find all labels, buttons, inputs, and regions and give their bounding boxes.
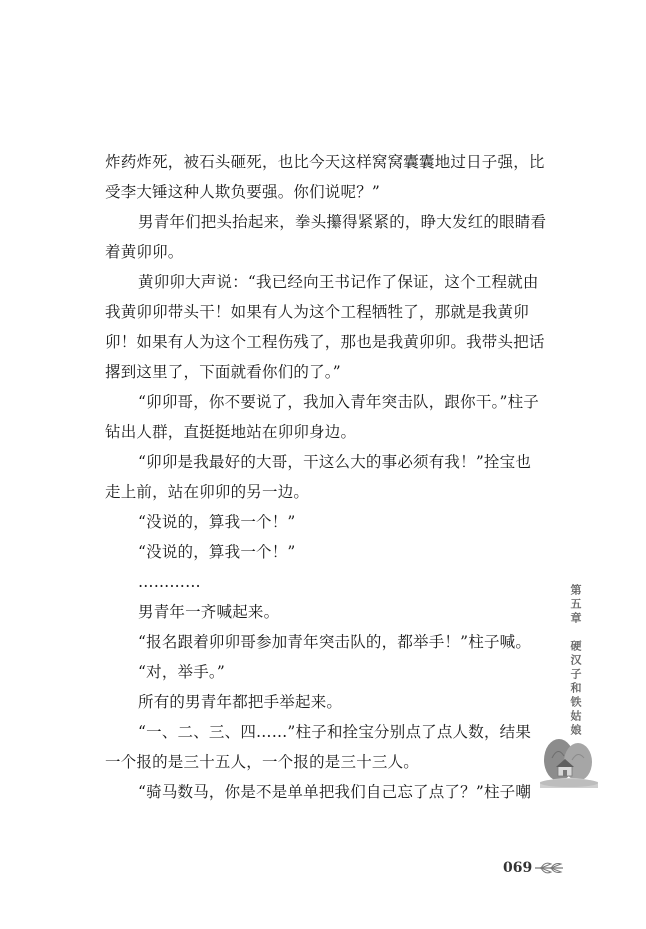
text-line: 黄卯卯大声说：“我已经向王书记作了保证，这个工程就由 bbox=[138, 273, 539, 291]
text-line: ………… bbox=[138, 573, 201, 591]
text-line: “卯卯是我最好的大哥，干这么大的事必须有我！”拴宝也 bbox=[138, 453, 532, 471]
text-line: 我黄卯卯带头干！如果有人为这个工程牺牲了，那就是我黄卯 bbox=[105, 303, 529, 321]
text-line: 受李大锤这种人欺负要强。你们说呢？” bbox=[105, 183, 381, 201]
page-number: 069 bbox=[503, 860, 533, 876]
text-line: “没说的，算我一个！” bbox=[138, 543, 296, 561]
text-line: “报名跟着卯卯哥参加青年突击队的，都举手！”柱子喊。 bbox=[138, 633, 532, 651]
text-line: “一、二、三、四……”柱子和拴宝分别点了点人数，结果 bbox=[138, 723, 532, 741]
text-line: 卯！如果有人为这个工程伤残了，那也是我黄卯卯。我带头把话 bbox=[105, 333, 545, 351]
tree-house-illustration-icon bbox=[538, 736, 600, 794]
text-line: 钻出人群，直挺挺地站在卯卯身边。 bbox=[105, 423, 357, 441]
text-line: 男青年们把头抬起来，拳头攥得紧紧的，睁大发红的眼睛看 bbox=[138, 213, 547, 231]
text-line: “没说的，算我一个！” bbox=[138, 513, 296, 531]
text-line: 所有的男青年都把手举起来。 bbox=[138, 693, 343, 711]
chapter-side-tab bbox=[560, 584, 590, 738]
text-line: “卯卯哥，你不要说了，我加入青年突击队，跟你干。”柱子 bbox=[138, 393, 539, 411]
text-line: 一个报的是三十五人，一个报的是三十三人。 bbox=[105, 753, 420, 771]
text-line: “对，举手。” bbox=[138, 663, 225, 681]
text-line: 男青年一齐喊起来。 bbox=[138, 603, 280, 621]
text-line: 撂到这里了，下面就看你们的了。” bbox=[105, 363, 341, 381]
leaf-arrow-ornament-icon bbox=[533, 860, 567, 876]
text-line: 炸药炸死，被石头砸死，也比今天这样窝窝囊囊地过日子强，比 bbox=[105, 153, 545, 171]
side-chapter-label: 第五章 bbox=[569, 584, 582, 626]
text-line: “骑马数马，你是不是单单把我们自己忘了点了？”柱子嘲 bbox=[138, 783, 532, 801]
body-text bbox=[105, 147, 547, 807]
side-chapter-title: 硬汉子和铁姑娘 bbox=[569, 640, 582, 738]
text-line: 着黄卯卯。 bbox=[105, 243, 184, 261]
text-line: 走上前，站在卯卯的另一边。 bbox=[105, 483, 310, 501]
